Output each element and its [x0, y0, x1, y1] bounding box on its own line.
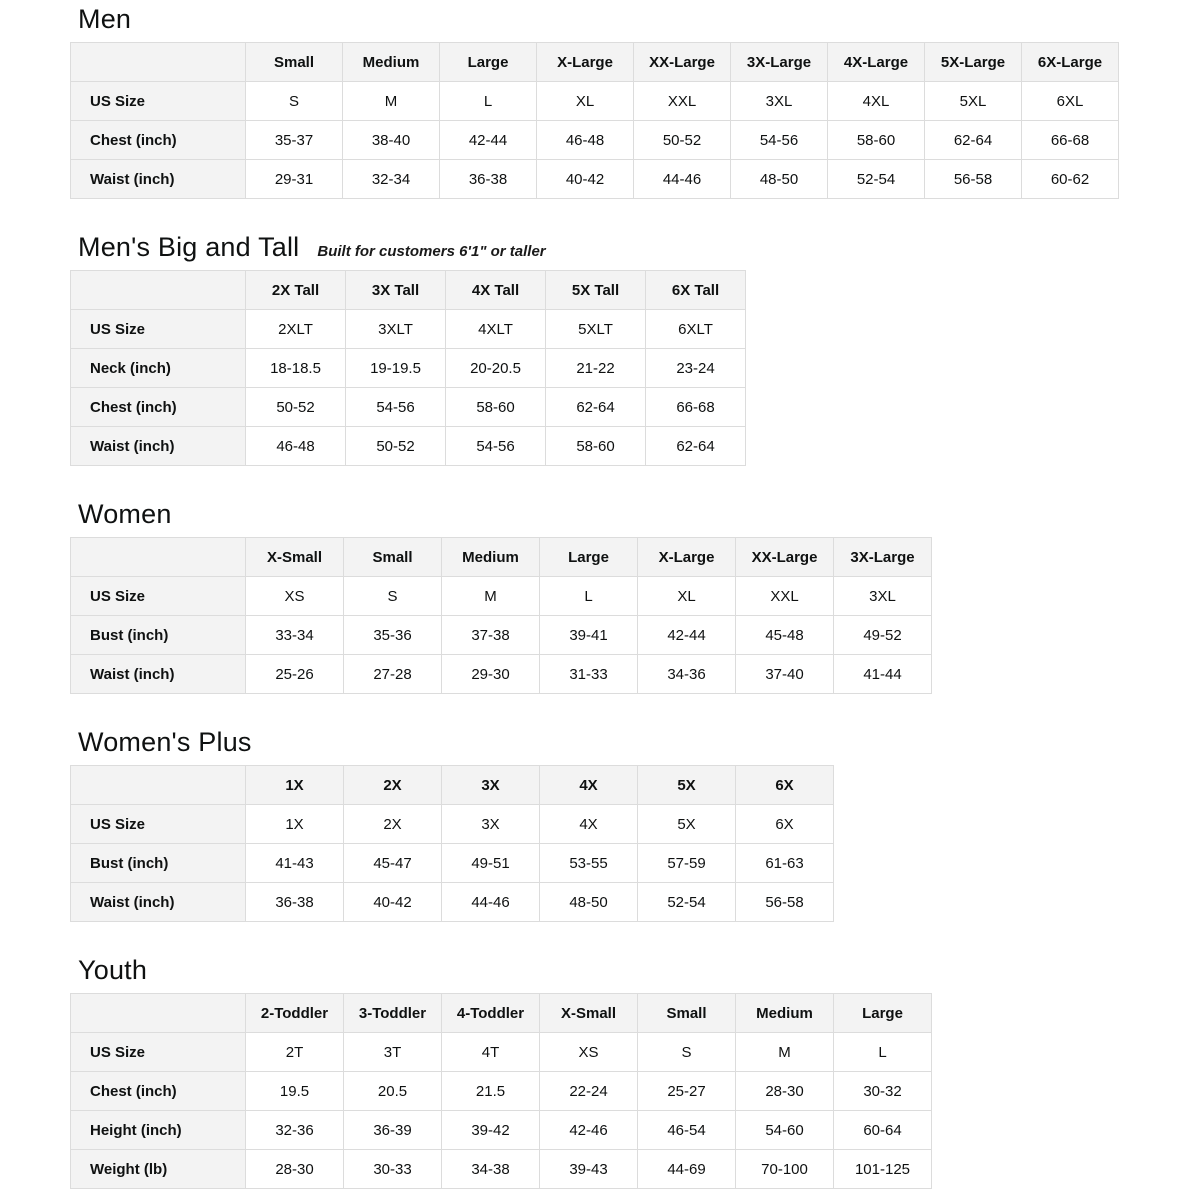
table-row	[71, 82, 1119, 121]
size-value-cell: 6X	[736, 805, 834, 844]
column-header: 3X-Large	[731, 43, 828, 82]
size-value-cell: 46-54	[638, 1111, 736, 1150]
size-value-cell: 54-56	[731, 121, 828, 160]
size-value-cell: S	[344, 577, 442, 616]
column-header: 1X	[246, 766, 344, 805]
section-youth	[70, 955, 1200, 1189]
size-value-cell: 53-55	[540, 844, 638, 883]
size-value-cell: S	[246, 82, 343, 121]
column-header: Medium	[736, 994, 834, 1033]
table-row	[71, 427, 746, 466]
table-row	[71, 577, 932, 616]
size-value-cell: 35-36	[344, 616, 442, 655]
size-value-cell: 70-100	[736, 1150, 834, 1189]
column-header: 5X Tall	[546, 271, 646, 310]
size-value-cell: 58-60	[546, 427, 646, 466]
size-value-cell: 34-36	[638, 655, 736, 694]
size-value-cell: 62-64	[646, 427, 746, 466]
size-value-cell: M	[343, 82, 440, 121]
size-value-cell: 41-44	[834, 655, 932, 694]
table-row	[71, 616, 932, 655]
column-header: Medium	[343, 43, 440, 82]
column-header: Small	[246, 43, 343, 82]
size-table	[70, 537, 932, 694]
column-header: Large	[834, 994, 932, 1033]
size-value-cell: 34-38	[442, 1150, 540, 1189]
section-title: Men's Big and Tall	[78, 232, 300, 262]
column-header: X-Small	[246, 538, 344, 577]
size-value-cell: 54-56	[446, 427, 546, 466]
size-value-cell: 52-54	[828, 160, 925, 199]
row-label: US Size	[71, 82, 246, 121]
column-header: 5X-Large	[925, 43, 1022, 82]
column-header: 3X	[442, 766, 540, 805]
size-value-cell: 29-30	[442, 655, 540, 694]
table-row	[71, 310, 746, 349]
size-value-cell: 37-40	[736, 655, 834, 694]
row-label: US Size	[71, 310, 246, 349]
size-value-cell: 3XL	[834, 577, 932, 616]
size-value-cell: 49-51	[442, 844, 540, 883]
column-header: 3-Toddler	[344, 994, 442, 1033]
size-value-cell: 23-24	[646, 349, 746, 388]
section-mens-big-and-tall	[70, 232, 1200, 466]
size-value-cell: 50-52	[246, 388, 346, 427]
column-header-row	[71, 538, 932, 577]
size-value-cell: 3X	[442, 805, 540, 844]
row-label: Height (inch)	[71, 1111, 246, 1150]
section-header	[78, 4, 1200, 34]
size-value-cell: 25-26	[246, 655, 344, 694]
column-header: 4-Toddler	[442, 994, 540, 1033]
size-value-cell: 6XL	[1022, 82, 1119, 121]
table-row	[71, 121, 1119, 160]
section-title: Men	[78, 4, 132, 34]
table-row	[71, 388, 746, 427]
column-header: 2-Toddler	[246, 994, 344, 1033]
size-value-cell: 62-64	[925, 121, 1022, 160]
column-header-row	[71, 766, 834, 805]
size-value-cell: 46-48	[537, 121, 634, 160]
size-table	[70, 270, 746, 466]
size-value-cell: 21-22	[546, 349, 646, 388]
size-value-cell: 66-68	[1022, 121, 1119, 160]
size-value-cell: 54-60	[736, 1111, 834, 1150]
size-value-cell: 45-48	[736, 616, 834, 655]
size-value-cell: 39-41	[540, 616, 638, 655]
row-label: US Size	[71, 577, 246, 616]
table-row	[71, 655, 932, 694]
size-value-cell: 44-46	[442, 883, 540, 922]
size-value-cell: 56-58	[736, 883, 834, 922]
size-value-cell: 21.5	[442, 1072, 540, 1111]
size-value-cell: 19-19.5	[346, 349, 446, 388]
size-value-cell: 44-46	[634, 160, 731, 199]
size-value-cell: 48-50	[540, 883, 638, 922]
size-value-cell: 56-58	[925, 160, 1022, 199]
row-label: Chest (inch)	[71, 121, 246, 160]
size-value-cell: 30-33	[344, 1150, 442, 1189]
row-label: Bust (inch)	[71, 616, 246, 655]
size-value-cell: 39-43	[540, 1150, 638, 1189]
size-value-cell: 44-69	[638, 1150, 736, 1189]
size-value-cell: M	[442, 577, 540, 616]
size-value-cell: 18-18.5	[246, 349, 346, 388]
size-value-cell: 36-38	[246, 883, 344, 922]
size-value-cell: 42-46	[540, 1111, 638, 1150]
section-women	[70, 499, 1200, 694]
column-header: Small	[344, 538, 442, 577]
size-value-cell: 49-52	[834, 616, 932, 655]
size-value-cell: 2XLT	[246, 310, 346, 349]
column-header: XX-Large	[736, 538, 834, 577]
size-value-cell: XXL	[634, 82, 731, 121]
size-value-cell: 4XL	[828, 82, 925, 121]
section-men	[70, 4, 1200, 199]
row-label: Chest (inch)	[71, 388, 246, 427]
size-value-cell: XS	[540, 1033, 638, 1072]
size-value-cell: XXL	[736, 577, 834, 616]
size-value-cell: 45-47	[344, 844, 442, 883]
column-header: 3X-Large	[834, 538, 932, 577]
row-label: US Size	[71, 805, 246, 844]
column-header-row	[71, 271, 746, 310]
size-value-cell: 35-37	[246, 121, 343, 160]
column-header: X-Large	[638, 538, 736, 577]
size-value-cell: XL	[537, 82, 634, 121]
section-header	[78, 499, 1200, 529]
size-value-cell: 52-54	[638, 883, 736, 922]
column-header-row	[71, 994, 932, 1033]
size-value-cell: 3XLT	[346, 310, 446, 349]
size-value-cell: 32-34	[343, 160, 440, 199]
column-header: 5X	[638, 766, 736, 805]
size-value-cell: 101-125	[834, 1150, 932, 1189]
column-header: X-Small	[540, 994, 638, 1033]
size-value-cell: 58-60	[446, 388, 546, 427]
size-value-cell: 4XLT	[446, 310, 546, 349]
table-row	[71, 160, 1119, 199]
size-value-cell: XL	[638, 577, 736, 616]
column-header: 4X	[540, 766, 638, 805]
row-label: Neck (inch)	[71, 349, 246, 388]
size-value-cell: 41-43	[246, 844, 344, 883]
size-value-cell: 40-42	[344, 883, 442, 922]
table-row	[71, 883, 834, 922]
size-value-cell: 5X	[638, 805, 736, 844]
column-header: X-Large	[537, 43, 634, 82]
size-value-cell: 36-38	[440, 160, 537, 199]
column-header: 2X	[344, 766, 442, 805]
table-row	[71, 349, 746, 388]
size-value-cell: 33-34	[246, 616, 344, 655]
size-value-cell: 40-42	[537, 160, 634, 199]
section-header	[78, 955, 1200, 985]
size-value-cell: 61-63	[736, 844, 834, 883]
size-table	[70, 765, 834, 922]
column-header: 6X	[736, 766, 834, 805]
size-value-cell: 5XL	[925, 82, 1022, 121]
size-value-cell: 25-27	[638, 1072, 736, 1111]
size-value-cell: 54-56	[346, 388, 446, 427]
size-value-cell: L	[440, 82, 537, 121]
size-value-cell: L	[540, 577, 638, 616]
corner-cell	[71, 43, 246, 82]
size-table	[70, 993, 932, 1189]
size-value-cell: 27-28	[344, 655, 442, 694]
row-label: Chest (inch)	[71, 1072, 246, 1111]
table-row	[71, 1072, 932, 1111]
size-table	[70, 42, 1119, 199]
size-value-cell: 30-32	[834, 1072, 932, 1111]
size-value-cell: 39-42	[442, 1111, 540, 1150]
size-value-cell: 66-68	[646, 388, 746, 427]
row-label: Bust (inch)	[71, 844, 246, 883]
column-header-row	[71, 43, 1119, 82]
row-label: Waist (inch)	[71, 655, 246, 694]
size-value-cell: 37-38	[442, 616, 540, 655]
table-row	[71, 805, 834, 844]
column-header: 6X-Large	[1022, 43, 1119, 82]
corner-cell	[71, 538, 246, 577]
section-header	[78, 727, 1200, 757]
row-label: Waist (inch)	[71, 427, 246, 466]
size-value-cell: 22-24	[540, 1072, 638, 1111]
section-header	[78, 232, 1200, 262]
corner-cell	[71, 994, 246, 1033]
size-value-cell: 32-36	[246, 1111, 344, 1150]
size-value-cell: 38-40	[343, 121, 440, 160]
size-value-cell: 60-62	[1022, 160, 1119, 199]
column-header: 6X Tall	[646, 271, 746, 310]
table-row	[71, 1150, 932, 1189]
size-value-cell: 4X	[540, 805, 638, 844]
column-header: XX-Large	[634, 43, 731, 82]
section-title: Women	[78, 499, 172, 529]
section-title: Youth	[78, 955, 148, 985]
size-value-cell: S	[638, 1033, 736, 1072]
size-value-cell: 29-31	[246, 160, 343, 199]
table-row	[71, 1033, 932, 1072]
row-label: Weight (lb)	[71, 1150, 246, 1189]
size-value-cell: 6XLT	[646, 310, 746, 349]
size-value-cell: L	[834, 1033, 932, 1072]
size-value-cell: 36-39	[344, 1111, 442, 1150]
size-value-cell: 48-50	[731, 160, 828, 199]
size-value-cell: 20.5	[344, 1072, 442, 1111]
size-value-cell: 3XL	[731, 82, 828, 121]
size-value-cell: 3T	[344, 1033, 442, 1072]
column-header: 4X Tall	[446, 271, 546, 310]
column-header: 2X Tall	[246, 271, 346, 310]
size-value-cell: 42-44	[638, 616, 736, 655]
size-value-cell: 42-44	[440, 121, 537, 160]
size-value-cell: 57-59	[638, 844, 736, 883]
size-value-cell: 58-60	[828, 121, 925, 160]
size-value-cell: 31-33	[540, 655, 638, 694]
row-label: Waist (inch)	[71, 883, 246, 922]
size-value-cell: 5XLT	[546, 310, 646, 349]
section-subtitle: Built for customers 6'1" or taller	[317, 243, 546, 260]
corner-cell	[71, 271, 246, 310]
size-value-cell: 28-30	[246, 1150, 344, 1189]
size-value-cell: 50-52	[346, 427, 446, 466]
column-header: Large	[540, 538, 638, 577]
size-value-cell: 1X	[246, 805, 344, 844]
column-header: Medium	[442, 538, 540, 577]
table-row	[71, 844, 834, 883]
column-header: 3X Tall	[346, 271, 446, 310]
column-header: 4X-Large	[828, 43, 925, 82]
size-value-cell: 62-64	[546, 388, 646, 427]
size-value-cell: 19.5	[246, 1072, 344, 1111]
size-value-cell: 2X	[344, 805, 442, 844]
size-value-cell: XS	[246, 577, 344, 616]
size-value-cell: 60-64	[834, 1111, 932, 1150]
row-label: US Size	[71, 1033, 246, 1072]
size-value-cell: 20-20.5	[446, 349, 546, 388]
table-row	[71, 1111, 932, 1150]
column-header: Large	[440, 43, 537, 82]
corner-cell	[71, 766, 246, 805]
size-value-cell: M	[736, 1033, 834, 1072]
size-value-cell: 46-48	[246, 427, 346, 466]
section-title: Women's Plus	[78, 727, 252, 757]
size-value-cell: 2T	[246, 1033, 344, 1072]
size-value-cell: 50-52	[634, 121, 731, 160]
row-label: Waist (inch)	[71, 160, 246, 199]
section-womens-plus	[70, 727, 1200, 922]
size-value-cell: 4T	[442, 1033, 540, 1072]
column-header: Small	[638, 994, 736, 1033]
size-value-cell: 28-30	[736, 1072, 834, 1111]
